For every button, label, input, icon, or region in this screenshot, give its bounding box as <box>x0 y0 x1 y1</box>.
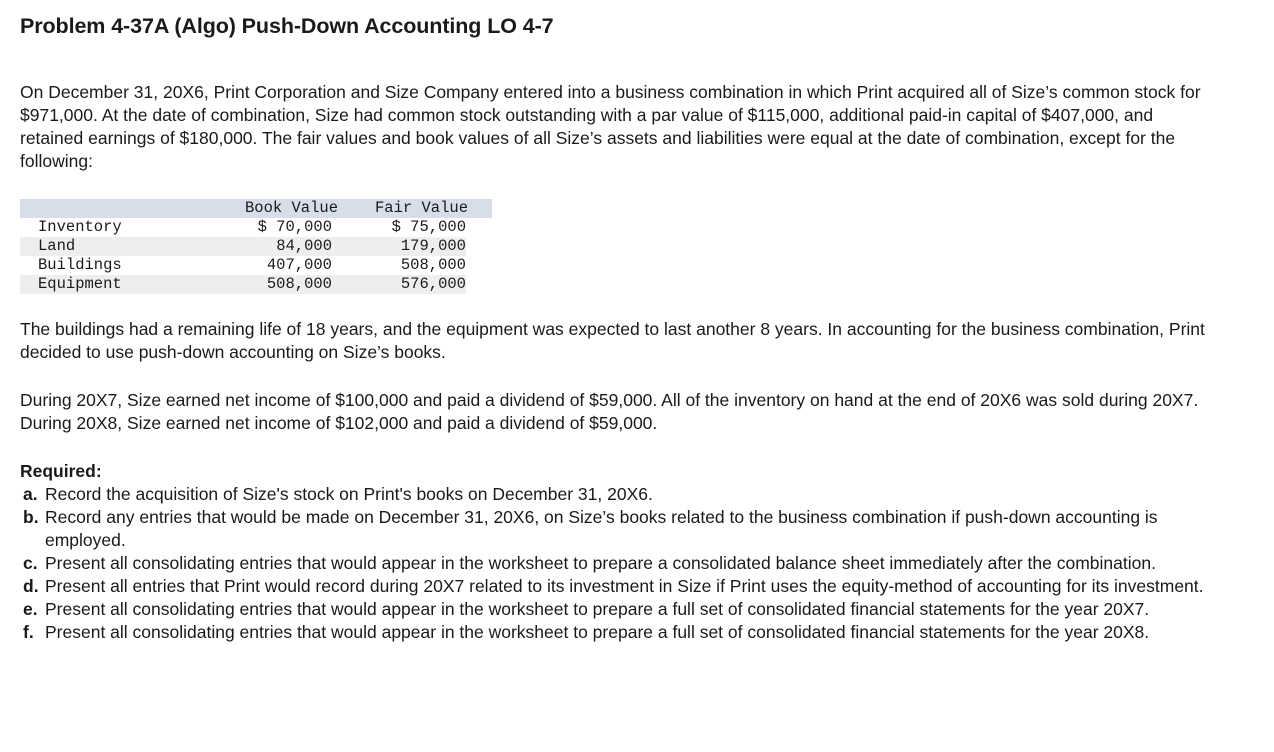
item-letter: b. <box>23 507 39 527</box>
item-letter: f. <box>23 622 34 642</box>
required-list <box>20 483 1220 644</box>
item-letter: e. <box>23 599 38 619</box>
table-row <box>20 275 492 294</box>
page-title: Problem 4-37A (Algo) Push-Down Accounting LO 4-7 <box>20 14 554 38</box>
income-paragraph: During 20X7, Size earned net income of $100,000 and paid a dividend of $59,000. All of the inventory on hand at the end of 20X6 was sold during 20X7. During 20X8, Size earned net income of $102,000 and paid a dividend of $59,000. <box>20 390 1199 433</box>
row-book-value: $ 70,000 <box>257 218 332 236</box>
table-row <box>20 218 492 237</box>
row-label: Land <box>38 237 76 255</box>
header-book-value: Book Value <box>245 199 339 217</box>
row-stripe-gap <box>466 237 492 256</box>
table-header-row <box>20 199 492 218</box>
row-fair-value: $ 75,000 <box>391 218 466 236</box>
row-label: Buildings <box>38 256 122 274</box>
intro-paragraph: On December 31, 20X6, Print Corporation and Size Company entered into a business combination in which Print acquired all of Size’s common stock for $971,000. At the date of combination, Size had common stock outstanding with a par value of $115,000, additional paid-in capital of $407,000, and retained earnings of $180,000. The fair values and book values of all Size’s assets and liabilities were equal at the date of combination, except for the following: <box>20 82 1201 171</box>
row-stripe-gap <box>466 275 492 294</box>
list-item <box>20 575 1220 598</box>
row-book-value: 508,000 <box>266 275 332 293</box>
row-label: Inventory <box>38 218 122 236</box>
buildings-paragraph: The buildings had a remaining life of 18 years, and the equipment was expected to last another 8 years. In accounting for the business combination, Print decided to use push-down accounting on Size’s books. <box>20 319 1205 362</box>
item-text: Record any entries that would be made on December 31, 20X6, on Size’s books related to the business combination if push-down accounting is employed. <box>45 507 1158 550</box>
item-text: Present all consolidating entries that would appear in the worksheet to prepare a full set of consolidated financial statements for the year 20X8. <box>45 622 1150 642</box>
list-item <box>20 483 1220 506</box>
list-item <box>20 598 1220 621</box>
header-fair-value: Fair Value <box>375 199 469 217</box>
item-letter: a. <box>23 484 38 504</box>
list-item <box>20 506 1220 552</box>
row-book-value: 407,000 <box>266 256 332 274</box>
item-text: Present all entries that Print would record during 20X7 related to its investment in Size if Print uses the equity-method of accounting for its investment. <box>45 576 1204 596</box>
row-fair-value: 576,000 <box>400 275 466 293</box>
table-row <box>20 237 492 256</box>
row-fair-value: 508,000 <box>400 256 466 274</box>
item-letter: c. <box>23 553 38 573</box>
row-fair-value: 179,000 <box>400 237 466 255</box>
row-label: Equipment <box>38 275 122 293</box>
item-text: Present all consolidating entries that would appear in the worksheet to prepare a consolidated balance sheet immediately after the combination. <box>45 553 1156 573</box>
required-heading: Required: <box>20 461 102 481</box>
item-text: Present all consolidating entries that would appear in the worksheet to prepare a full set of consolidated financial statements for the year 20X7. <box>45 599 1150 619</box>
table-row <box>20 256 492 275</box>
list-item <box>20 552 1220 575</box>
values-table <box>20 199 492 294</box>
required-section <box>20 460 1220 644</box>
item-letter: d. <box>23 576 39 596</box>
row-book-value: 84,000 <box>276 237 332 255</box>
list-item <box>20 621 1220 644</box>
item-text: Record the acquisition of Size's stock on Print's books on December 31, 20X6. <box>45 484 653 504</box>
